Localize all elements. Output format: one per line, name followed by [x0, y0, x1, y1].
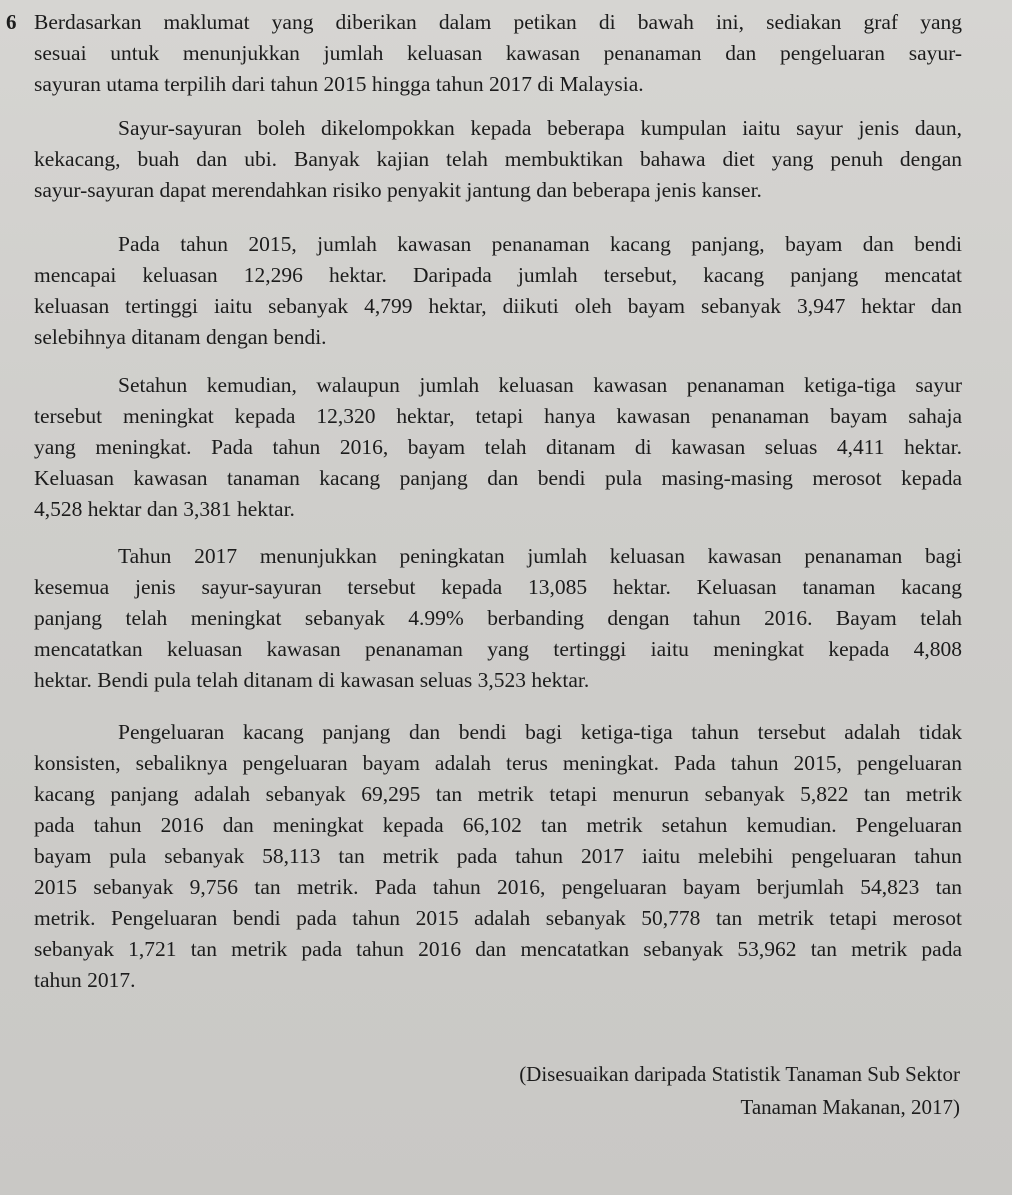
text-line: Sayur-sayuran boleh dikelompokkan kepada beberapa kumpulan iaitu sayur jenis daun, — [118, 116, 962, 140]
text-line: Pada tahun 2015, jumlah kawasan penanaman kacang panjang, bayam dan bendi — [118, 232, 962, 256]
text-line: metrik. Pengeluaran bendi pada tahun 2015 adalah sebanyak 50,778 tan metrik tetapi merosot — [34, 906, 962, 930]
source-line: Tanaman Makanan, 2017) — [740, 1095, 960, 1119]
text-line: panjang telah meningkat sebanyak 4.99% berbanding dengan tahun 2016. Bayam telah — [34, 606, 962, 630]
paragraph-4 — [34, 541, 962, 696]
text-line: Berdasarkan maklumat yang diberikan dalam petikan di bawah ini, sediakan graf yang — [34, 10, 962, 34]
text-line: kekacang, buah dan ubi. Banyak kajian telah membuktikan bahawa diet yang penuh dengan — [34, 147, 962, 171]
text-line: tahun 2017. — [34, 968, 136, 992]
paragraph-2 — [34, 229, 962, 353]
text-line: keluasan tertinggi iaitu sebanyak 4,799 hektar, diikuti oleh bayam sebanyak 3,947 hektar dan — [34, 294, 962, 318]
paragraph-5 — [34, 717, 962, 996]
text-line: bayam pula sebanyak 58,113 tan metrik pada tahun 2017 iaitu melebihi pengeluaran tahun — [34, 844, 962, 868]
text-line: 2015 sebanyak 9,756 tan metrik. Pada tahun 2016, pengeluaran bayam berjumlah 54,823 tan — [34, 875, 962, 899]
text-line: selebihnya ditanam dengan bendi. — [34, 325, 327, 349]
text-line: sesuai untuk menunjukkan jumlah keluasan kawasan penanaman dan pengeluaran sayur- — [34, 41, 962, 65]
text-line: hektar. Bendi pula telah ditanam di kawasan seluas 3,523 hektar. — [34, 668, 590, 692]
question-instructions — [34, 7, 962, 100]
paragraph-3 — [34, 370, 962, 525]
text-line: mencatatkan keluasan kawasan penanaman yang tertinggi iaitu meningkat kepada 4,808 — [34, 637, 962, 661]
source-line: (Disesuaikan daripada Statistik Tanaman Sub Sektor — [519, 1062, 960, 1086]
text-line: kesemua jenis sayur-sayuran tersebut kepada 13,085 hektar. Keluasan tanaman kacang — [34, 575, 962, 599]
text-line: Setahun kemudian, walaupun jumlah keluasan kawasan penanaman ketiga-tiga sayur — [118, 373, 962, 397]
question-number: 6 — [6, 10, 17, 34]
text-line: yang meningkat. Pada tahun 2016, bayam telah ditanam di kawasan seluas 4,411 hektar. — [34, 435, 962, 459]
text-line: Keluasan kawasan tanaman kacang panjang dan bendi pula masing-masing merosot kepada — [34, 466, 962, 490]
text-line: tersebut meningkat kepada 12,320 hektar, tetapi hanya kawasan penanaman bayam sahaja — [34, 404, 962, 428]
text-line: Pengeluaran kacang panjang dan bendi bagi ketiga-tiga tahun tersebut adalah tidak — [118, 720, 962, 744]
text-line: 4,528 hektar dan 3,381 hektar. — [34, 497, 295, 521]
text-line: sayur-sayuran dapat merendahkan risiko penyakit jantung dan beberapa jenis kanser. — [34, 178, 762, 202]
text-line: Tahun 2017 menunjukkan peningkatan jumlah keluasan kawasan penanaman bagi — [118, 544, 962, 568]
source-citation — [519, 1058, 960, 1124]
text-line: sayuran utama terpilih dari tahun 2015 hingga tahun 2017 di Malaysia. — [34, 72, 644, 96]
paragraph-1 — [34, 113, 962, 206]
text-line: sebanyak 1,721 tan metrik pada tahun 2016 dan mencatatkan sebanyak 53,962 tan metrik pada — [34, 937, 962, 961]
text-line: mencapai keluasan 12,296 hektar. Daripada jumlah tersebut, kacang panjang mencatat — [34, 263, 962, 287]
text-line: konsisten, sebaliknya pengeluaran bayam adalah terus meningkat. Pada tahun 2015, pengeluaran — [34, 751, 962, 775]
text-line: pada tahun 2016 dan meningkat kepada 66,102 tan metrik setahun kemudian. Pengeluaran — [34, 813, 962, 837]
text-line: kacang panjang adalah sebanyak 69,295 tan metrik tetapi menurun sebanyak 5,822 tan metrik — [34, 782, 962, 806]
